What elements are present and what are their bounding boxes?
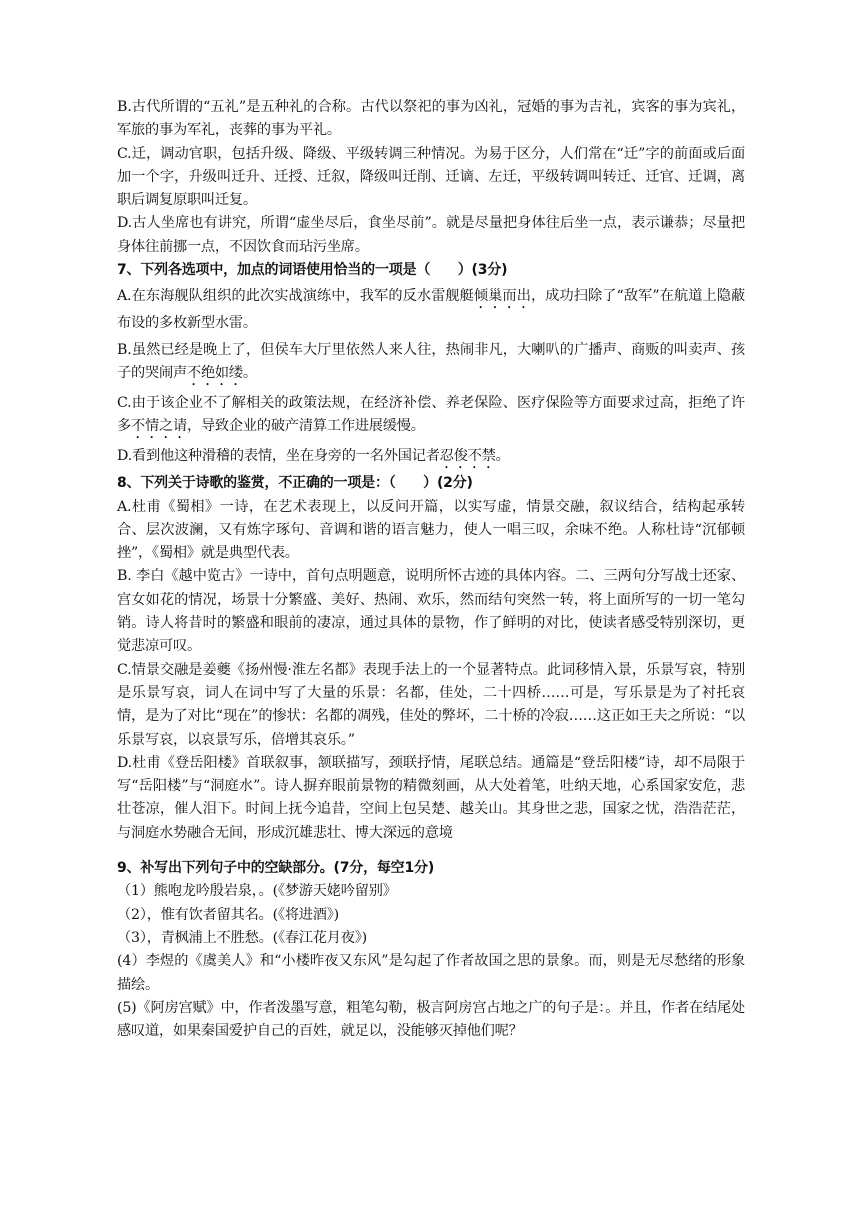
q9-item-3: （3），青枫浦上不胜愁。(《春江花月夜》)	[117, 929, 367, 946]
q7-option-c	[117, 392, 745, 442]
q7-title: 7、下列各选项中，加点的词语使用恰当的一项是（ ）(3分)	[117, 262, 508, 279]
q6-option-d: D.古人坐席也有讲究，所谓“虚坐尽后，食坐尽前”。就是尽量把身体往后坐一点，表示谦恭；尽量把身体往前挪一点，不因饮食而玷污坐席。	[117, 215, 745, 255]
q6-option-b: B.古代所谓的“五礼”是五种礼的合称。古代以祭祀的事为凶礼，冠婚的事为吉礼，宾客的事为宾礼，军旅的事为军礼，丧葬的事为平礼。	[117, 99, 745, 139]
q7-option-b	[117, 339, 745, 389]
q7-d-post: 。	[495, 448, 510, 465]
q9-title: 9、补写出下列句子中的空缺部分。(7分，每空1分)	[117, 860, 435, 877]
q9-item-2: （2），惟有饮者留其名。(《将进酒》)	[117, 906, 339, 923]
q7-d-pre: D.看到他这种滑稽的表情，坐在身旁的一名外国记者	[117, 448, 440, 465]
q7-a-post: ，成功扫除了“敌军”在航道上隐蔽布设的多枚新型水雷。	[117, 288, 745, 332]
q7-a-pre: A.在东海舰队组织的此次实战演练中，我军的反水雷舰艇	[117, 288, 474, 305]
q7-c-pre: C.由于该企业不了解相关的政策法规，在经济补偿、养老保险、医疗保险等方面要求过高，拒绝了许多	[117, 394, 745, 435]
exam-page	[117, 96, 745, 1043]
q7-option-d	[117, 445, 745, 472]
q7-c-dotted: 不情之请	[131, 418, 187, 435]
q7-b-post: 。	[242, 364, 257, 381]
q6-option-c: C.迁，调动官职，包括升级、降级、平级转调三种情况。为易于区分，人们常在“迁”字的前面或后面加一个字，升级叫迁升、迁授、迁叙，降级叫迁削、迁谪、左迁，平级转调叫转迁、迁官、迁调，离职后调复原职叫迁复。	[117, 145, 745, 209]
q9-item-5: (5)《阿房宫赋》中，作者泼墨写意，粗笔勾勒，极言阿房宫占地之广的句子是：。并且，作者在结尾处感叹道，如果秦国爱护自己的百姓，就足以，没能够灭掉他们呢？	[117, 999, 745, 1040]
q8-option-d: D.杜甫《登岳阳楼》首联叙事，颔联描写，颈联抒情，尾联总结。通篇是“登岳阳楼”诗，却不局限于写“岳阳楼”与“洞庭水”。诗人摒弃眼前景物的精微刻画，从大处着笔，吐纳天地，心系国家安危，悲壮苍凉，催人泪下。时间上抚今追昔，空间上包吴楚、越关山。其身世之悲，国家之忧，浩浩茫茫，与洞庭水势融合无间，形成沉雄悲壮、博大深远的意境	[117, 754, 745, 841]
q8-title: 8、下列关于诗歌的鉴赏，不正确的一项是：（ ）(2分)	[117, 475, 473, 492]
q7-c-post: ，导致企业的破产清算工作进展缓慢。	[186, 418, 425, 435]
q7-b-pre: B.虽然已经是晚上了，但侯车大厅里依然人来人往，热闹非凡，大喇叭的广播声、商贩的叫卖声、孩子的哭闹声	[117, 341, 745, 381]
q7-option-a	[117, 285, 745, 335]
q8-option-a: A.杜甫《蜀相》一诗，在艺术表现上，以反问开篇，以实写虚，情景交融，叙议结合，结构起承转合、层次波澜，又有炼字琢句、音调和谐的语言魅力，使人一唱三叹，余味不绝。人称杜诗“沉郁顿挫”，《蜀相》就是典型代表。	[117, 498, 745, 562]
q9-item-4: (4）李煜的《虞美人》和“小楼昨夜又东风”是勾起了作者故国之思的景象。而，则是无尽愁绪的形象描绘。	[117, 953, 745, 993]
q9-item-1: （1）熊咆龙吟殷岩泉，。(《梦游天姥吟留别》	[117, 883, 397, 900]
q8-option-b: B. 李白《越中览古》一诗中，首句点明题意，说明所怀古迹的具体内容。二、三两句分写战士还家、宫女如花的情况，场景十分繁盛、美好、热闹、欢乐，然而结句突然一转，将上面所写的一切一笔勾销。诗人将昔时的繁盛和眼前的凄凉，通过具体的景物，作了鲜明的对比，使读者感受特别深切，更觉悲凉可叹。	[117, 568, 745, 655]
q7-a-dotted: 倾巢而出	[473, 288, 531, 305]
q7-b-dotted: 不绝如缕	[186, 364, 243, 381]
q7-d-dotted: 忍俊不禁	[439, 448, 496, 465]
q8-option-c: C.情景交融是姜夔《扬州慢·淮左名都》表现手法上的一个显著特点。此词移情入景，乐景写哀，特别是乐景写哀，词人在词中写了大量的乐景：名都，佳处，二十四桥……可是，写乐景是为了衬托哀情，是为了对比“现在”的惨状：名都的凋残，佳处的弊坏，二十桥的冷寂……这正如王夫之所说：“以乐景写哀，以哀景写乐，倍增其哀乐。”	[117, 661, 746, 748]
